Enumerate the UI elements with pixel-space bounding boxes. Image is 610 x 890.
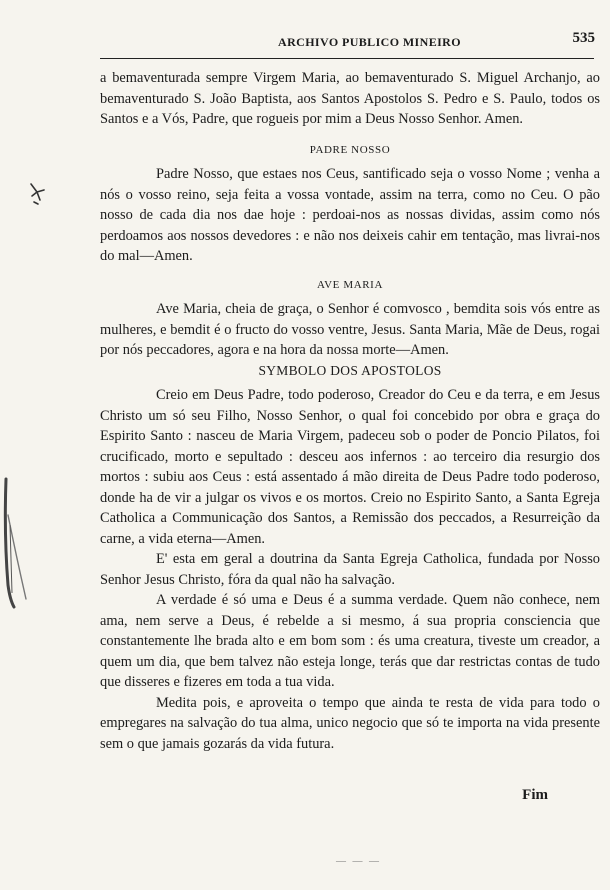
footer-dashes: — — — bbox=[336, 856, 381, 867]
padre-nosso-heading: PADRE NOSSO bbox=[309, 143, 391, 156]
symbolo-paragraph-1: Creio em Deus Padre, todo poderoso, Creador do Ceu e da terra, e em Jesus Christo um só seu Filho, Nosso Senhor, o qual foi concebido por obra e graça do Espirito Santo : nasceu de Maria Virgem, padeceu sob o poder de Poncio Pilatos, foi crucificado, morto e sepultado : desceu aos infernos : ao terceiro dia resurgio dos mortos : subiu aos Ceus : está assentado á mão direita de Deus Padre todo poderoso, donde ha de vir a julgar os vivos e os mortos. Creio no Espirito Santo, a Santa Egreja Catholica a Communicação dos Santos, a Remissão dos peccados, a Resurreição da carne, a vida eterna—Amen. bbox=[100, 387, 600, 547]
padre-nosso-paragraph: Padre Nosso, que estaes nos Ceus, santificado seja o vosso Nome ; venha a nós o vosso reino, seja feita a vossa vontade, assim na terra, como no Ceu. O pão nosso de cada dia nos dae hoje : perdoai-nos as nossas dividas, assim como nós perdoamos aos nossos devedores : e não nos deixeis cahir em tentação, mas livrai-nos do mal—Amen. bbox=[100, 166, 600, 264]
ave-maria-heading: AVE MARIA bbox=[316, 278, 383, 291]
intro-paragraph: a bemaventurada sempre Virgem Maria, ao bemaventurado S. Miguel Archanjo, ao bemaventurado S. João Baptista, aos Santos Apostolos S. Pedro e S. Paulo, todos os Santos e a Vós, Padre, que rogueis por mim a Deus Nosso Senhor. Amen. bbox=[100, 70, 600, 127]
symbolo-paragraph-4: Medita pois, e aproveita o tempo que ainda te resta de vida para todo o empregares na salvação do tua alma, unico negocio que só te importa na vida presente sem o que jamais gozarás da vida futura. bbox=[100, 694, 600, 752]
margin-ink-mark-icon bbox=[28, 182, 48, 206]
margin-pencil-stroke-icon bbox=[0, 475, 34, 615]
page-number: 535 bbox=[572, 30, 595, 46]
symbolo-paragraph-2: E' esta em geral a doutrina da Santa Egreja Catholica, fundada por Nosso Senhor Jesus Christo, fóra da qual não ha salvação. bbox=[100, 551, 600, 588]
running-title: ARCHIVO PUBLICO MINEIRO bbox=[278, 35, 461, 49]
symbolo-heading: SYMBOLO DOS APOSTOLOS bbox=[258, 362, 442, 378]
body-text bbox=[100, 68, 600, 754]
ave-maria-paragraph: Ave Maria, cheia de graça, o Senhor é comvosco , bemdita sois vós entre as mulheres, e bemdit é o fructo do vosso ventre, Jesus. Santa Maria, Mãe de Deus, rogai por nós peccadores, agora e na hora da nossa morte—Amen. bbox=[100, 301, 600, 358]
running-head bbox=[100, 30, 595, 54]
symbolo-paragraph-3: A verdade é só uma e Deus é a summa verdade. Quem não conhece, nem ama, nem serve a Deus, é rebelde a si mesmo, á sua propria consciencia que constantemente lhe brada alto e em bom som : és uma creatura, tiveste um creador, a quem um dia, que bem talvez não esteja longe, terás que dar restrictas contas de tudo que disseres e fizeres em toda a tua vida. bbox=[100, 592, 600, 690]
header-rule bbox=[100, 58, 594, 59]
closing-word: Fim bbox=[522, 787, 548, 803]
